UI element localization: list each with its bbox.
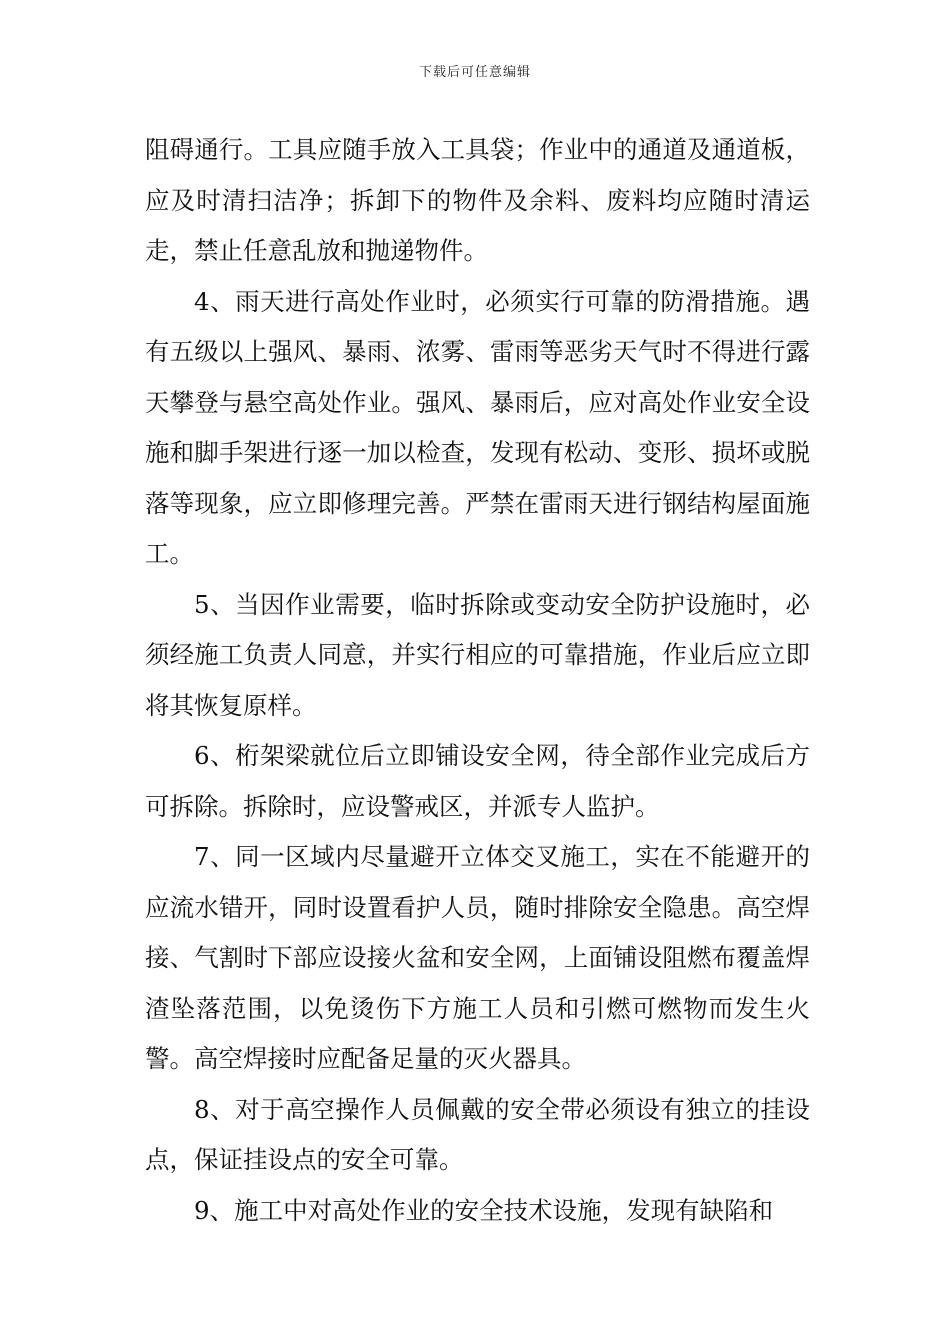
paragraph-item-7: 7、同一区域内尽量避开立体交叉施工，实在不能避开的应流水错开，同时设置看护人员，随时排除安全隐患。高空焊接、气割时下部应设接火盆和安全网，上面铺设阻燃布覆盖焊渣坠落范围，以免烫伤下方施工人员和引燃可燃物而发生火警。高空焊接时应配备足量的灭火器具。 (145, 842, 810, 1073)
document-body (145, 125, 810, 1236)
paragraph-continuation: 阻碍通行。工具应随手放入工具袋；作业中的通道及通道板，应及时清扫洁净；拆卸下的物件及余料、废料均应随时清运走，禁止任意乱放和抛递物件。 (145, 135, 810, 265)
page-header: 下载后可任意编辑 (418, 65, 531, 80)
paragraph-item-9: 9、施工中对高处作业的安全技术设施，发现有缺陷和 (194, 1195, 774, 1225)
paragraph-item-4: 4、雨天进行高处作业时，必须实行可靠的防滑措施。遇有五级以上强风、暴雨、浓雾、雷雨等恶劣天气时不得进行露天攀登与悬空高处作业。强风、暴雨后，应对高处作业安全设施和脚手架进行逐一加以检查，发现有松动、变形、损坏或脱落等现象，应立即修理完善。严禁在雷雨天进行钢结构屋面施工。 (145, 286, 810, 568)
paragraph-item-6: 6、桁架梁就位后立即铺设安全网，待全部作业完成后方可拆除。拆除时，应设警戒区，并派专人监护。 (145, 741, 810, 821)
paragraph-item-5: 5、当因作业需要，临时拆除或变动安全防护设施时，必须经施工负责人同意，并实行相应的可靠措施，作业后应立即将其恢复原样。 (145, 589, 810, 720)
paragraph-item-8: 8、对于高空操作人员佩戴的安全带必须设有独立的挂设点，保证挂设点的安全可靠。 (145, 1094, 810, 1174)
